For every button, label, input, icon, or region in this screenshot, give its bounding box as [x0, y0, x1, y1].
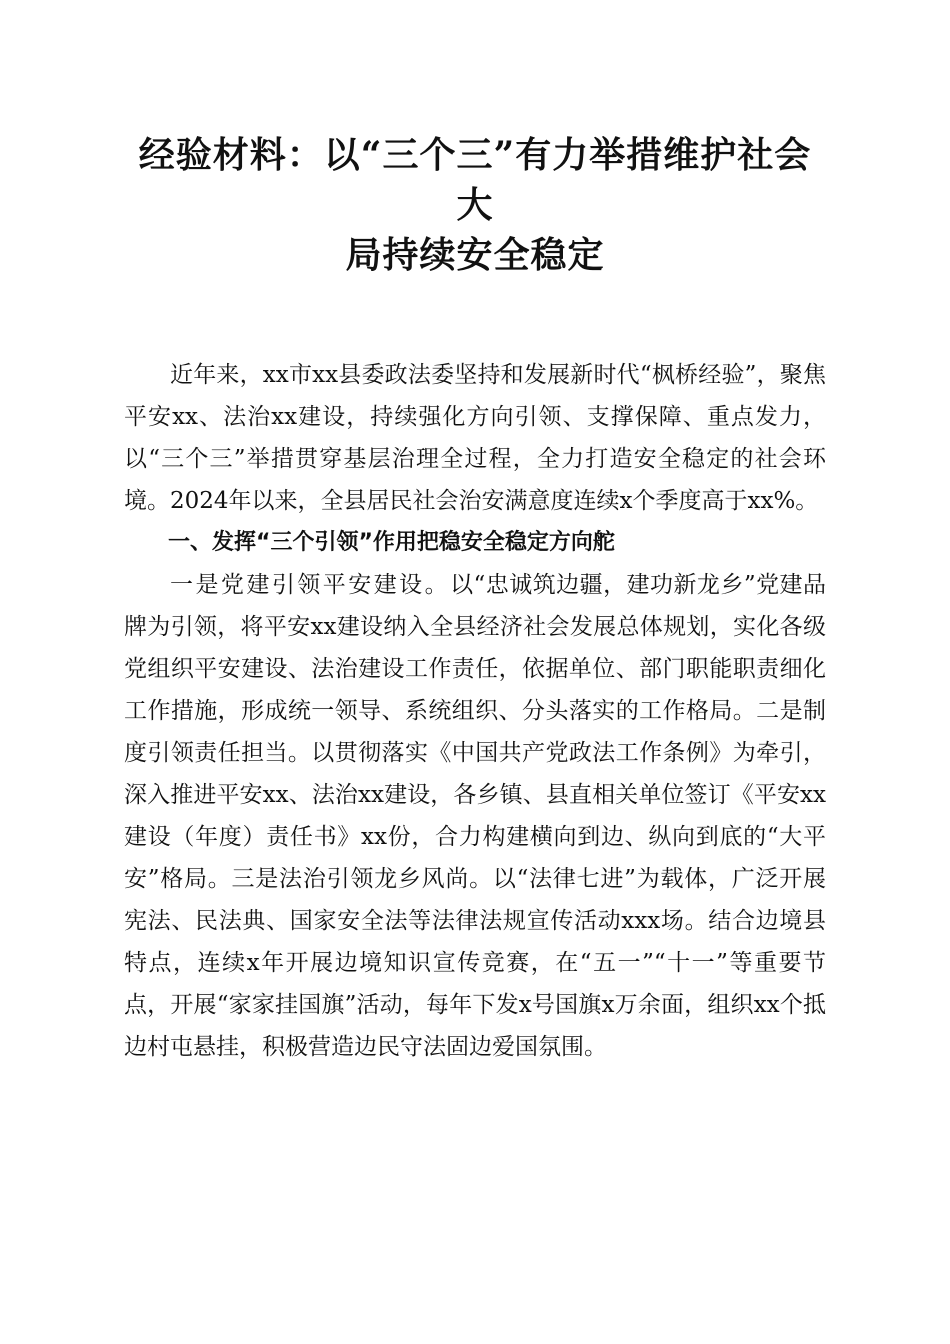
section-1-lead: 一是党建引领平安建设。	[170, 572, 451, 598]
section-1-heading: 一、发挥“三个引领”作用把稳安全稳定方向舵	[168, 530, 615, 555]
section-1-paragraph	[124, 564, 826, 1068]
title-line-1: 经验材料：以“三个三”有力举措维护社会大	[138, 134, 812, 226]
document-body	[124, 354, 826, 1068]
document-title	[124, 130, 826, 280]
intro-paragraph: 近年来，xx市xx县委政法委坚持和发展新时代“枫桥经验”，聚焦平安xx、法治xx建设，持续强化方向引领、支撑保障、重点发力，以“三个三”举措贯穿基层治理全过程，全力打造安全稳定的社会环境。2024年以来，全县居民社会治安满意度连续x个季度高于xx%。	[124, 362, 826, 514]
title-line-2: 局持续安全稳定	[345, 234, 605, 276]
section-1-body: 以“忠诚筑边疆，建功新龙乡”党建品牌为引领，将平安xx建设纳入全县经济社会发展总体规划，实化各级党组织平安建设、法治建设工作责任，依据单位、部门职能职责细化工作措施，形成统一领导、系统组织、分头落实的工作格局。二是制度引领责任担当。以贯彻落实《中国共产党政法工作条例》为牵引，深入推进平安xx、法治xx建设，各乡镇、县直相关单位签订《平安xx建设（年度）责任书》xx份，合力构建横向到边、纵向到底的“大平安”格局。三是法治引领龙乡风尚。以“法律七进”为载体，广泛开展宪法、民法典、国家安全法等法律法规宣传活动xxx场。结合边境县特点，连续x年开展边境知识宣传竞赛，在“五一”“十一”等重要节点，开展“家家挂国旗”活动，每年下发x号国旗x万余面，组织xx个抵边村屯悬挂，积极营造边民守法固边爱国氛围。	[124, 572, 826, 1060]
